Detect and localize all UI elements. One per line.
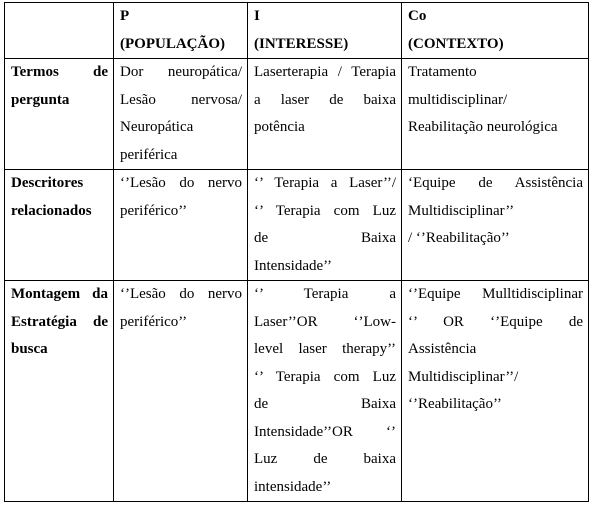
cell-line: Reabilitação neurológica <box>408 119 558 135</box>
cell-line: Multidisciplinar’’ <box>408 202 515 219</box>
cell-line: Laser’’OR ‘’Low- <box>254 313 396 330</box>
cell-line: periférico’’ <box>120 202 188 219</box>
cell-line: ‘’Equipe Mulltidisciplinar <box>408 286 583 302</box>
row-label-cell <box>5 170 114 281</box>
cell-line: a laser de baixa <box>254 91 396 108</box>
pico-table <box>4 2 589 502</box>
header-context <box>402 3 589 59</box>
cell-line: Intensidade’’ <box>254 257 333 274</box>
header-interest <box>248 3 402 59</box>
cell-line: ‘’ Terapia com Luz <box>254 368 396 385</box>
cell-line: ‘’ OR ‘’Equipe de <box>408 313 583 330</box>
cell-line: ‘Equipe de Assistência <box>408 175 583 191</box>
cell-line: de Baixa <box>254 396 396 412</box>
header-i-letter: I <box>254 8 260 24</box>
row-label-cell <box>5 59 114 170</box>
cell-line: ‘’ Terapia com Luz <box>254 202 396 219</box>
row-label-line: Termos de <box>11 64 108 80</box>
row-label-line: pergunta <box>11 91 70 108</box>
table-header-row <box>5 3 589 59</box>
cell-line: level laser therapy’’ <box>254 341 396 357</box>
row-label-line: Descritores <box>11 175 84 191</box>
cell-line: periférica <box>120 146 178 163</box>
cell-line: Multidisciplinar’’/ <box>408 368 519 385</box>
cell-line: intensidade’’ <box>254 478 332 495</box>
context-cell <box>402 170 589 281</box>
cell-line: Neuropática <box>120 119 194 135</box>
cell-line: Assistência <box>408 341 477 357</box>
header-p-label: (POPULAÇÃO) <box>120 35 225 52</box>
row-label-line: relacionados <box>11 202 92 219</box>
table-row <box>5 59 589 170</box>
cell-line: ‘’ Terapia a <box>254 286 396 302</box>
row-label-line: busca <box>11 341 48 357</box>
population-cell <box>114 281 248 502</box>
cell-line: ‘’Reabilitação’’ <box>408 396 502 412</box>
cell-line: Intensidade’’OR ‘’ <box>254 423 396 440</box>
table-row <box>5 281 589 502</box>
cell-line: multidisciplinar/ <box>408 91 508 108</box>
cell-line: ‘’Lesão do nervo <box>120 175 242 191</box>
context-cell <box>402 281 589 502</box>
row-label-cell <box>5 281 114 502</box>
header-population <box>114 3 248 59</box>
interest-cell <box>248 170 402 281</box>
header-p-letter: P <box>120 8 130 24</box>
header-co-label: (CONTEXTO) <box>408 35 504 52</box>
cell-line: Tratamento <box>408 64 477 80</box>
population-cell <box>114 59 248 170</box>
cell-line: Lesão nervosa/ <box>120 91 242 108</box>
cell-line: Laserterapia / Terapia <box>254 64 396 80</box>
cell-line: periférico’’ <box>120 313 188 330</box>
row-label-line: Estratégia de <box>11 313 108 330</box>
cell-line: Luz de baixa <box>254 451 396 467</box>
cell-line: potência <box>254 119 305 135</box>
population-cell <box>114 170 248 281</box>
cell-line: Dor neuropática/ <box>120 64 242 80</box>
cell-line: de Baixa <box>254 230 396 246</box>
cell-line: ‘’Lesão do nervo <box>120 286 242 302</box>
table-row <box>5 170 589 281</box>
row-label-line: Montagem da <box>11 286 108 302</box>
interest-cell <box>248 281 402 502</box>
context-cell <box>402 59 589 170</box>
header-i-label: (INTERESSE) <box>254 35 349 52</box>
interest-cell <box>248 59 402 170</box>
cell-line: ‘’ Terapia a Laser’’/ <box>254 175 396 191</box>
header-co-letter: Co <box>408 8 427 24</box>
cell-line: / ‘’Reabilitação’’ <box>408 230 510 246</box>
header-corner-cell <box>5 3 114 59</box>
